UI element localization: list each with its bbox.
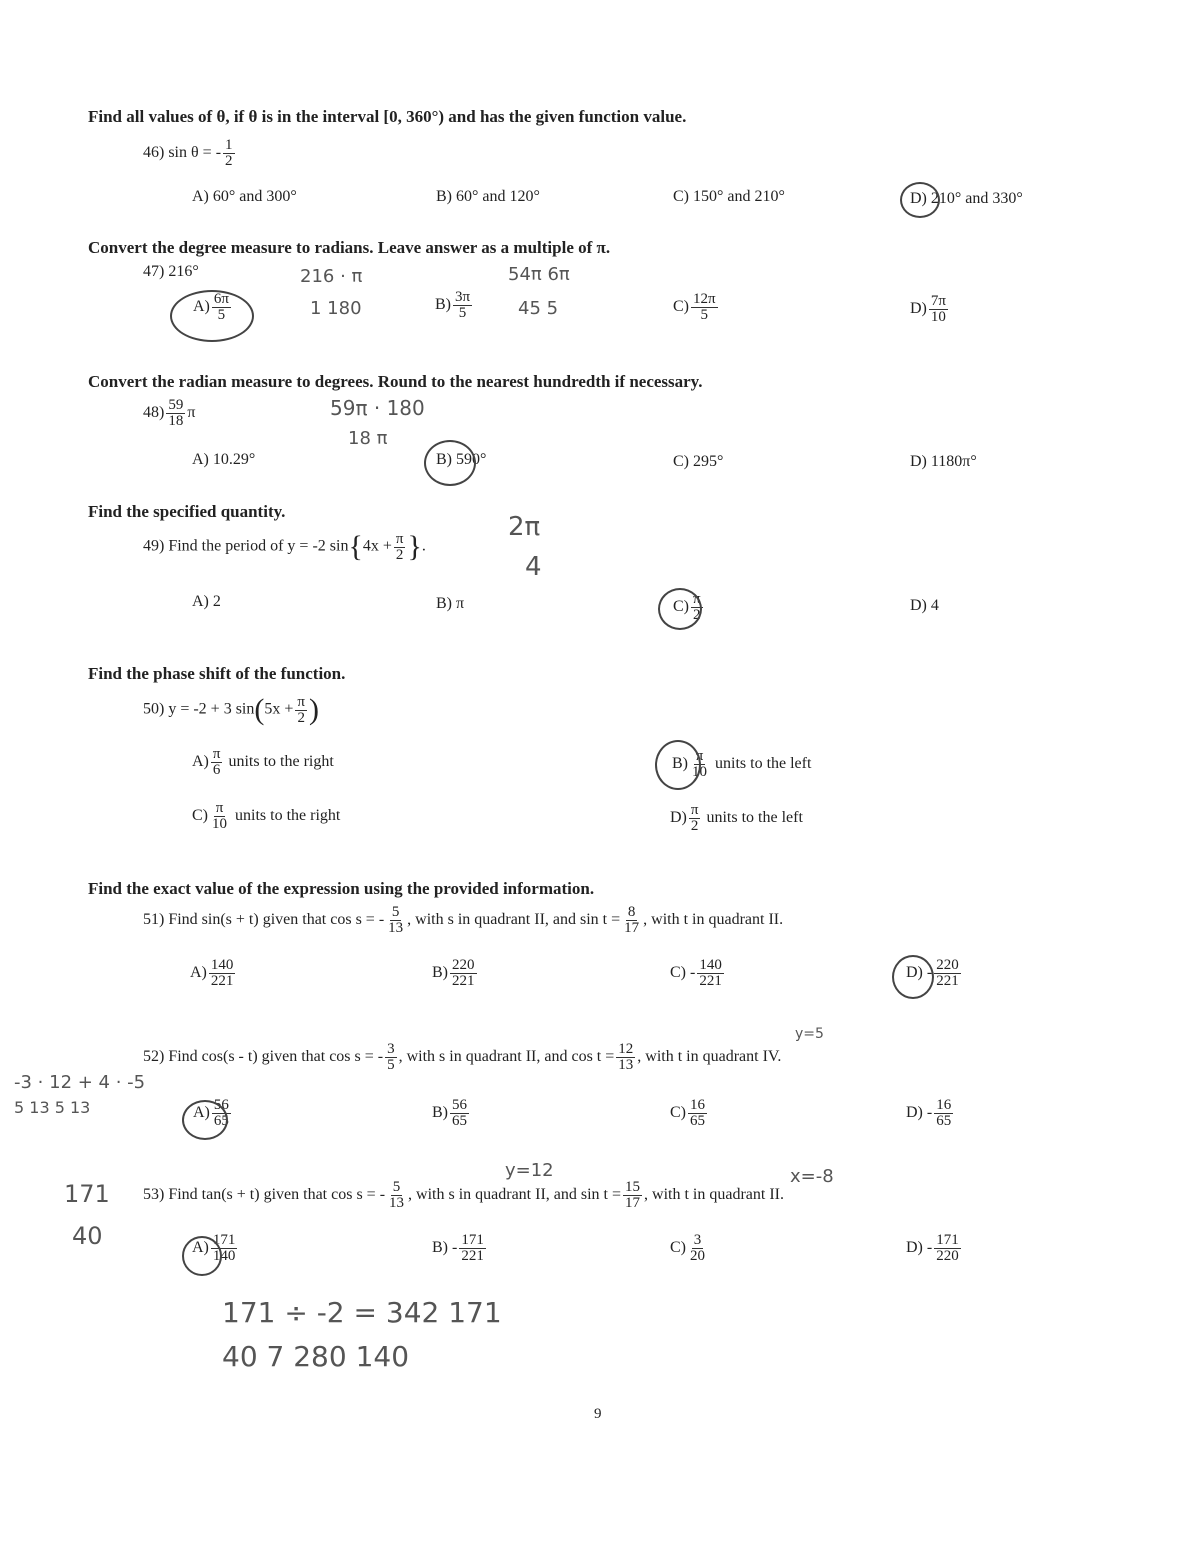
denominator: 2 [690, 818, 699, 834]
question-text: , with s in quadrant II, and sin t = [407, 911, 621, 929]
option-letter: A) [193, 1104, 210, 1122]
option-47-c[interactable] [673, 292, 720, 323]
numerator: 220 [452, 957, 475, 973]
fraction [211, 747, 223, 778]
option-letter: A) [190, 964, 207, 982]
question-49 [143, 530, 426, 564]
option-52-d[interactable] [906, 1098, 955, 1129]
denominator: 5 [217, 307, 226, 323]
option-48-c[interactable]: C) 295° [673, 453, 724, 470]
inner-expression: 4x + [362, 537, 392, 555]
option-letter: A) [192, 1239, 209, 1257]
answer-circle [658, 588, 702, 630]
handwritten-note: -3 · 12 + 4 · -5 [14, 1072, 146, 1093]
denominator: 65 [690, 1113, 705, 1129]
option-46-c[interactable]: C) 150° and 210° [673, 188, 785, 205]
numerator: 3π [455, 289, 471, 305]
option-51-a[interactable] [190, 958, 237, 989]
numerator: 3 [693, 1232, 702, 1248]
handwritten-note: 4 [525, 552, 542, 582]
numerator: π [695, 748, 704, 764]
denominator: 2 [297, 709, 305, 726]
handwritten-note: 40 [72, 1222, 103, 1250]
handwritten-note: 216 · π [300, 266, 363, 287]
question-text: 50) y = -2 + 3 sin [143, 700, 255, 718]
numerator: 16 [690, 1097, 705, 1113]
denominator: 13 [618, 1057, 634, 1073]
option-letter: D) - [906, 1104, 933, 1122]
option-letter: B) [432, 964, 448, 982]
option-49-d[interactable]: D) 4 [910, 597, 939, 614]
handwritten-note: 5 13 5 13 [14, 1098, 91, 1117]
pi-symbol: π [187, 404, 196, 422]
question-text: 52) Find cos(s - t) given that cos s = - [143, 1048, 384, 1066]
option-text: units to the left [715, 755, 812, 773]
option-53-b[interactable] [432, 1233, 488, 1264]
denominator: 5 [700, 307, 709, 323]
section-heading-46: Find all values of θ, if θ is in the interval [0, 360°) and has the given function value. [88, 107, 687, 126]
numerator: π [395, 530, 404, 547]
denominator: 17 [624, 920, 640, 936]
answer-circle [182, 1236, 222, 1276]
denominator: 20 [690, 1248, 705, 1264]
numerator: 220 [936, 957, 959, 973]
answer-circle [170, 290, 254, 342]
numerator: 171 [936, 1232, 959, 1248]
option-51-c[interactable] [670, 958, 726, 989]
question-text: 49) Find the period of y = -2 sin [143, 537, 349, 555]
denominator: 2 [693, 607, 701, 623]
question-53 [143, 1180, 784, 1211]
option-52-b[interactable] [432, 1098, 471, 1129]
fraction [387, 1180, 406, 1211]
denominator: 13 [388, 920, 404, 936]
handwritten-note: y=12 [505, 1160, 554, 1181]
option-letter: C) [670, 1239, 686, 1257]
section-heading-48: Convert the radian measure to degrees. Round to the nearest hundredth if necessary. [88, 372, 703, 391]
option-letter: B) [432, 1104, 448, 1122]
numerator: 6π [213, 291, 229, 307]
numerator: 1 [225, 137, 233, 153]
left-paren: { [348, 530, 363, 563]
denominator: 65 [213, 1113, 229, 1129]
fraction [691, 292, 718, 323]
numerator: 5 [391, 904, 400, 920]
denominator: 5 [387, 1057, 395, 1073]
denominator: 221 [699, 973, 722, 989]
numerator: π [212, 746, 221, 762]
fraction [166, 398, 185, 429]
answer-circle [182, 1100, 228, 1140]
denominator: 10 [930, 309, 946, 325]
option-letter: A) [193, 298, 210, 316]
handwritten-note: 59π · 180 [330, 396, 425, 420]
answer-circle [655, 740, 701, 790]
denominator: 10 [692, 764, 707, 780]
fraction [623, 1180, 642, 1211]
option-52-c[interactable] [670, 1098, 709, 1129]
option-48-b[interactable]: B) 590° [436, 451, 487, 468]
option-letter: C) - [670, 964, 696, 982]
numerator: 8 [627, 904, 636, 920]
option-letter: D) - [906, 1239, 933, 1257]
option-letter: C) [673, 298, 689, 316]
denominator: 221 [461, 1248, 484, 1264]
fraction [223, 138, 235, 169]
denominator: 2 [225, 153, 233, 169]
question-text: 51) Find sin(s + t) given that cos s = - [143, 911, 385, 929]
option-51-b[interactable] [432, 958, 479, 989]
fraction [929, 294, 948, 325]
right-paren: ) [308, 693, 319, 726]
question-text: , with s in quadrant II, and cos t = [398, 1048, 615, 1066]
question-number: 48) [143, 404, 165, 422]
numerator: 140 [210, 957, 234, 973]
answer-circle [424, 440, 476, 486]
numerator: 5 [392, 1179, 401, 1195]
question-47: 47) 216° [143, 263, 199, 280]
option-49-a[interactable]: A) 2 [192, 593, 221, 610]
numerator: π [297, 693, 305, 710]
numerator: π [690, 802, 699, 818]
question-text: , with t in quadrant II. [644, 1186, 784, 1204]
fraction [450, 1098, 469, 1129]
section-heading-47: Convert the degree measure to radians. Leave answer as a multiple of π. [88, 238, 611, 257]
fraction [688, 1098, 707, 1129]
denominator: 5 [458, 305, 467, 321]
option-letter: C) [670, 1104, 686, 1122]
handwritten-note: 40 7 280 140 [222, 1340, 410, 1373]
option-text: units to the right [228, 753, 334, 771]
question-48 [143, 398, 195, 429]
answer-circle [900, 182, 940, 218]
question-46 [143, 138, 237, 169]
handwritten-note: 54π 6π [508, 264, 570, 285]
period-mark: . [421, 537, 426, 555]
option-text: units to the right [235, 807, 341, 825]
question-50 [143, 693, 319, 727]
denominator: 221 [452, 973, 475, 989]
option-50-a[interactable] [192, 747, 334, 778]
question-text: , with s in quadrant II, and sin t = [408, 1186, 622, 1204]
question-46-text: 46) sin θ = - [143, 144, 222, 162]
fraction [689, 803, 701, 834]
page-number: 9 [594, 1406, 602, 1422]
numerator: 15 [625, 1179, 641, 1195]
numerator: 7π [930, 293, 946, 309]
denominator: 65 [936, 1113, 952, 1129]
numerator: 56 [213, 1097, 229, 1113]
option-letter: A) [192, 753, 209, 771]
option-49-b[interactable]: B) π [436, 595, 465, 612]
handwritten-note: x=-8 [790, 1166, 834, 1187]
handwritten-note: y=5 [795, 1026, 824, 1042]
denominator: 13 [389, 1195, 405, 1211]
handwritten-note: 171 [64, 1180, 110, 1208]
option-letter: D) - [906, 964, 933, 982]
numerator: 59 [168, 397, 184, 413]
numerator: 3 [387, 1041, 395, 1057]
numerator: 56 [452, 1097, 467, 1113]
fraction [697, 958, 724, 989]
denominator: 6 [212, 762, 221, 778]
option-50-c[interactable] [192, 801, 340, 832]
answer-circle [892, 955, 934, 999]
option-text: units to the left [706, 809, 803, 827]
option-letter: D) [910, 300, 927, 318]
left-paren: ( [254, 693, 265, 726]
denominator: 221 [210, 973, 234, 989]
handwritten-note: 171 ÷ -2 = 342 171 [222, 1296, 502, 1329]
option-53-d[interactable] [906, 1233, 963, 1264]
denominator: 140 [212, 1248, 236, 1264]
option-48-d[interactable]: D) 1180π° [910, 453, 977, 470]
denominator: 221 [936, 973, 959, 989]
fraction [934, 958, 961, 989]
inner-expression: 5x + [264, 700, 294, 718]
denominator: 17 [625, 1195, 641, 1211]
option-letter: D) [670, 809, 687, 827]
option-46-b[interactable]: B) 60° and 120° [436, 188, 540, 205]
fraction [616, 1042, 635, 1073]
question-text: , with t in quadrant IV. [637, 1048, 782, 1066]
question-text: , with t in quadrant II. [643, 911, 784, 929]
fraction [394, 532, 406, 563]
option-48-a[interactable]: A) 10.29° [192, 451, 256, 468]
section-heading-50: Find the phase shift of the function. [88, 664, 346, 683]
numerator: 171 [212, 1232, 236, 1248]
denominator: 2 [395, 546, 404, 563]
fraction [209, 958, 236, 989]
fraction [450, 958, 477, 989]
question-text: 53) Find tan(s + t) given that cos s = - [143, 1186, 386, 1204]
fraction [688, 1233, 707, 1264]
denominator: 18 [168, 413, 184, 429]
fraction [386, 905, 405, 936]
fraction [934, 1098, 953, 1129]
section-heading-51: Find the exact value of the expression using the provided information. [88, 879, 595, 898]
option-53-c[interactable] [670, 1233, 709, 1264]
fraction [210, 801, 229, 832]
fraction [622, 905, 641, 936]
handwritten-note: 45 5 [518, 298, 559, 319]
fraction [934, 1233, 961, 1264]
fraction [385, 1042, 397, 1073]
question-51 [143, 905, 783, 936]
option-50-d[interactable] [670, 803, 803, 834]
numerator: 140 [699, 957, 722, 973]
section-heading-49: Find the specified quantity. [88, 502, 286, 521]
denominator: 65 [452, 1113, 467, 1129]
denominator: 220 [936, 1248, 959, 1264]
numerator: 12 [618, 1041, 634, 1057]
option-letter: C) [192, 807, 208, 825]
option-letter: B) [672, 755, 688, 773]
option-47-b[interactable] [435, 290, 474, 321]
option-46-a[interactable]: A) 60° and 300° [192, 188, 297, 205]
denominator: 10 [212, 816, 227, 832]
fraction [459, 1233, 486, 1264]
numerator: π [693, 591, 701, 607]
handwritten-note: 1 180 [310, 298, 362, 319]
option-47-d[interactable] [910, 294, 950, 325]
option-46-d[interactable]: D) 210° and 330° [910, 190, 1023, 207]
handwritten-note: 2π [508, 512, 541, 542]
numerator: 12π [693, 291, 716, 307]
question-52 [143, 1042, 781, 1073]
option-letter: B) - [432, 1239, 458, 1257]
option-letter: C) [673, 598, 689, 616]
handwritten-note: 18 π [348, 428, 388, 449]
fraction [295, 695, 307, 726]
numerator: π [215, 800, 224, 816]
option-letter: B) [435, 296, 451, 314]
numerator: 16 [936, 1097, 952, 1113]
fraction [453, 290, 472, 321]
right-paren: } [407, 530, 422, 563]
numerator: 171 [461, 1232, 484, 1248]
